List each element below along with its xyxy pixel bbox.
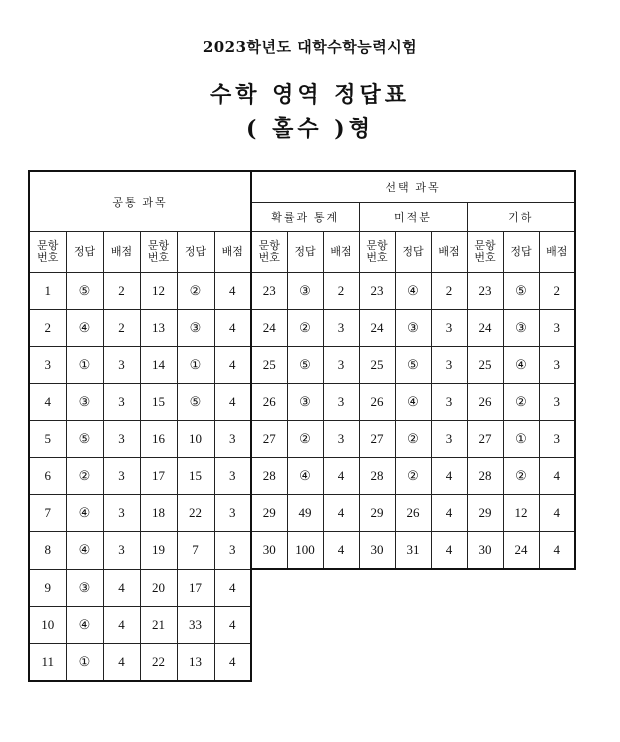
column-header-score: 배점: [539, 232, 575, 273]
answer-cell: 7: [177, 532, 214, 570]
score-cell: 3: [539, 421, 575, 458]
answer-cell: ④: [66, 607, 103, 644]
answer-cell: ①: [66, 644, 103, 682]
answer-cell: 22: [177, 495, 214, 532]
score-cell: 3: [431, 347, 467, 384]
table-row: [29, 347, 575, 384]
answer-cell: ⑤: [66, 273, 103, 310]
score-cell: 4: [431, 532, 467, 570]
question-number: 25: [359, 347, 395, 384]
question-number: 3: [29, 347, 66, 384]
answer-cell: ①: [503, 421, 539, 458]
score-cell: 3: [214, 458, 251, 495]
table-row: [29, 458, 575, 495]
answer-table-continued: [28, 569, 252, 682]
score-cell: 2: [323, 273, 359, 310]
column-header-answer: 정답: [395, 232, 431, 273]
answer-cell: ②: [395, 458, 431, 495]
score-cell: 4: [214, 384, 251, 421]
answer-cell: ②: [287, 310, 323, 347]
score-cell: 4: [539, 458, 575, 495]
answer-cell: 17: [177, 570, 214, 607]
column-header-number: 문항 번호: [467, 232, 503, 273]
question-number: 26: [467, 384, 503, 421]
answer-cell: ③: [287, 273, 323, 310]
answer-cell: ⑤: [503, 273, 539, 310]
question-number: 6: [29, 458, 66, 495]
column-header-answer: 정답: [503, 232, 539, 273]
score-cell: 4: [214, 607, 251, 644]
answer-cell: ⑤: [177, 384, 214, 421]
answer-cell: ③: [66, 570, 103, 607]
answer-cell: ③: [503, 310, 539, 347]
question-number: 29: [251, 495, 287, 532]
calculus-header: 미적분: [359, 203, 467, 232]
score-cell: 4: [431, 495, 467, 532]
question-number: 13: [140, 310, 177, 347]
score-cell: 4: [214, 570, 251, 607]
column-header-score: 배점: [323, 232, 359, 273]
answer-cell: 33: [177, 607, 214, 644]
column-header-number: 문항 번호: [251, 232, 287, 273]
score-cell: 3: [103, 495, 140, 532]
score-cell: 4: [539, 532, 575, 570]
question-number: 7: [29, 495, 66, 532]
exam-type: ( 홀수 )형: [246, 116, 374, 142]
score-cell: 2: [103, 273, 140, 310]
score-cell: 2: [539, 273, 575, 310]
question-number: 16: [140, 421, 177, 458]
column-header-score: 배점: [214, 232, 251, 273]
column-header-answer: 정답: [66, 232, 103, 273]
column-header-number: 문항 번호: [140, 232, 177, 273]
question-number: 24: [251, 310, 287, 347]
question-number: 23: [251, 273, 287, 310]
question-number: 20: [140, 570, 177, 607]
question-number: 18: [140, 495, 177, 532]
probability-statistics-header: 확률과 통계: [251, 203, 359, 232]
score-cell: 3: [431, 310, 467, 347]
common-subject-header: 공통 과목: [29, 171, 251, 232]
column-header-answer: 정답: [287, 232, 323, 273]
question-number: 5: [29, 421, 66, 458]
answer-cell: 100: [287, 532, 323, 570]
score-cell: 3: [539, 310, 575, 347]
column-header-score: 배점: [431, 232, 467, 273]
score-cell: 2: [431, 273, 467, 310]
score-cell: 4: [103, 607, 140, 644]
score-cell: 3: [323, 310, 359, 347]
answer-cell: ④: [395, 273, 431, 310]
score-cell: 3: [214, 421, 251, 458]
question-number: 24: [359, 310, 395, 347]
table-row: [29, 607, 251, 644]
page-title: 수학 영역 정답표: [209, 82, 411, 108]
question-number: 19: [140, 532, 177, 570]
answer-cell: ②: [395, 421, 431, 458]
score-cell: 3: [103, 384, 140, 421]
score-cell: 4: [214, 644, 251, 682]
question-number: 14: [140, 347, 177, 384]
score-cell: 4: [214, 310, 251, 347]
exam-year-title: 2023학년도 대학수학능력시험: [202, 38, 418, 56]
answer-cell: ①: [66, 347, 103, 384]
answer-cell: ④: [66, 495, 103, 532]
question-number: 30: [251, 532, 287, 570]
answer-cell: ④: [503, 347, 539, 384]
answer-cell: 26: [395, 495, 431, 532]
question-number: 4: [29, 384, 66, 421]
question-number: 30: [467, 532, 503, 570]
score-cell: 3: [431, 384, 467, 421]
answer-cell: ②: [66, 458, 103, 495]
answer-cell: ②: [177, 273, 214, 310]
question-number: 29: [467, 495, 503, 532]
question-number: 11: [29, 644, 66, 682]
question-number: 12: [140, 273, 177, 310]
question-number: 25: [467, 347, 503, 384]
answer-cell: ③: [66, 384, 103, 421]
question-number: 23: [467, 273, 503, 310]
question-number: 26: [251, 384, 287, 421]
score-cell: 3: [214, 495, 251, 532]
question-number: 27: [251, 421, 287, 458]
question-number: 28: [251, 458, 287, 495]
question-number: 26: [359, 384, 395, 421]
score-cell: 4: [214, 273, 251, 310]
score-cell: 4: [103, 644, 140, 682]
score-cell: 4: [214, 347, 251, 384]
table-row: [29, 273, 575, 310]
column-header-score: 배점: [103, 232, 140, 273]
answer-cell: ⑤: [287, 347, 323, 384]
answer-cell: 13: [177, 644, 214, 682]
answer-cell: ②: [503, 458, 539, 495]
question-number: 23: [359, 273, 395, 310]
question-number: 27: [467, 421, 503, 458]
answer-cell: 12: [503, 495, 539, 532]
question-number: 21: [140, 607, 177, 644]
geometry-header: 기하: [467, 203, 575, 232]
answer-cell: ⑤: [66, 421, 103, 458]
score-cell: 3: [103, 532, 140, 570]
answer-cell: ③: [177, 310, 214, 347]
table-row: [29, 570, 251, 607]
answer-cell: 49: [287, 495, 323, 532]
question-number: 24: [467, 310, 503, 347]
score-cell: 2: [103, 310, 140, 347]
score-cell: 3: [214, 532, 251, 570]
score-cell: 3: [323, 421, 359, 458]
answer-cell: ②: [287, 421, 323, 458]
answer-cell: 10: [177, 421, 214, 458]
score-cell: 3: [323, 347, 359, 384]
question-number: 8: [29, 532, 66, 570]
table-row: [29, 644, 251, 682]
answer-cell: ③: [287, 384, 323, 421]
answer-cell: ①: [177, 347, 214, 384]
column-header-answer: 정답: [177, 232, 214, 273]
score-cell: 3: [103, 458, 140, 495]
answer-cell: ④: [287, 458, 323, 495]
answer-cell: 31: [395, 532, 431, 570]
question-number: 30: [359, 532, 395, 570]
answer-cell: ③: [395, 310, 431, 347]
table-row: [29, 384, 575, 421]
score-cell: 3: [539, 384, 575, 421]
answer-cell: ④: [395, 384, 431, 421]
score-cell: 4: [323, 495, 359, 532]
answer-cell: ④: [66, 532, 103, 570]
score-cell: 3: [323, 384, 359, 421]
answer-cell: 15: [177, 458, 214, 495]
question-number: 28: [467, 458, 503, 495]
score-cell: 4: [323, 532, 359, 570]
question-number: 22: [140, 644, 177, 682]
question-number: 17: [140, 458, 177, 495]
table-row: [29, 495, 575, 532]
score-cell: 4: [539, 495, 575, 532]
question-number: 25: [251, 347, 287, 384]
score-cell: 3: [103, 421, 140, 458]
question-number: 28: [359, 458, 395, 495]
column-header-number: 문항 번호: [359, 232, 395, 273]
column-header-number: 문항 번호: [29, 232, 66, 273]
answer-cell: ④: [66, 310, 103, 347]
answer-table: [28, 170, 576, 570]
elective-subject-header: 선택 과목: [251, 171, 575, 203]
score-cell: 3: [431, 421, 467, 458]
answer-cell: 24: [503, 532, 539, 570]
answer-cell: ⑤: [395, 347, 431, 384]
question-number: 10: [29, 607, 66, 644]
table-row: [29, 310, 575, 347]
question-number: 15: [140, 384, 177, 421]
table-row: [29, 532, 575, 570]
question-number: 29: [359, 495, 395, 532]
question-number: 2: [29, 310, 66, 347]
score-cell: 4: [103, 570, 140, 607]
question-number: 9: [29, 570, 66, 607]
score-cell: 3: [103, 347, 140, 384]
score-cell: 4: [323, 458, 359, 495]
answer-cell: ②: [503, 384, 539, 421]
table-row: [29, 421, 575, 458]
question-number: 27: [359, 421, 395, 458]
score-cell: 3: [539, 347, 575, 384]
question-number: 1: [29, 273, 66, 310]
score-cell: 4: [431, 458, 467, 495]
